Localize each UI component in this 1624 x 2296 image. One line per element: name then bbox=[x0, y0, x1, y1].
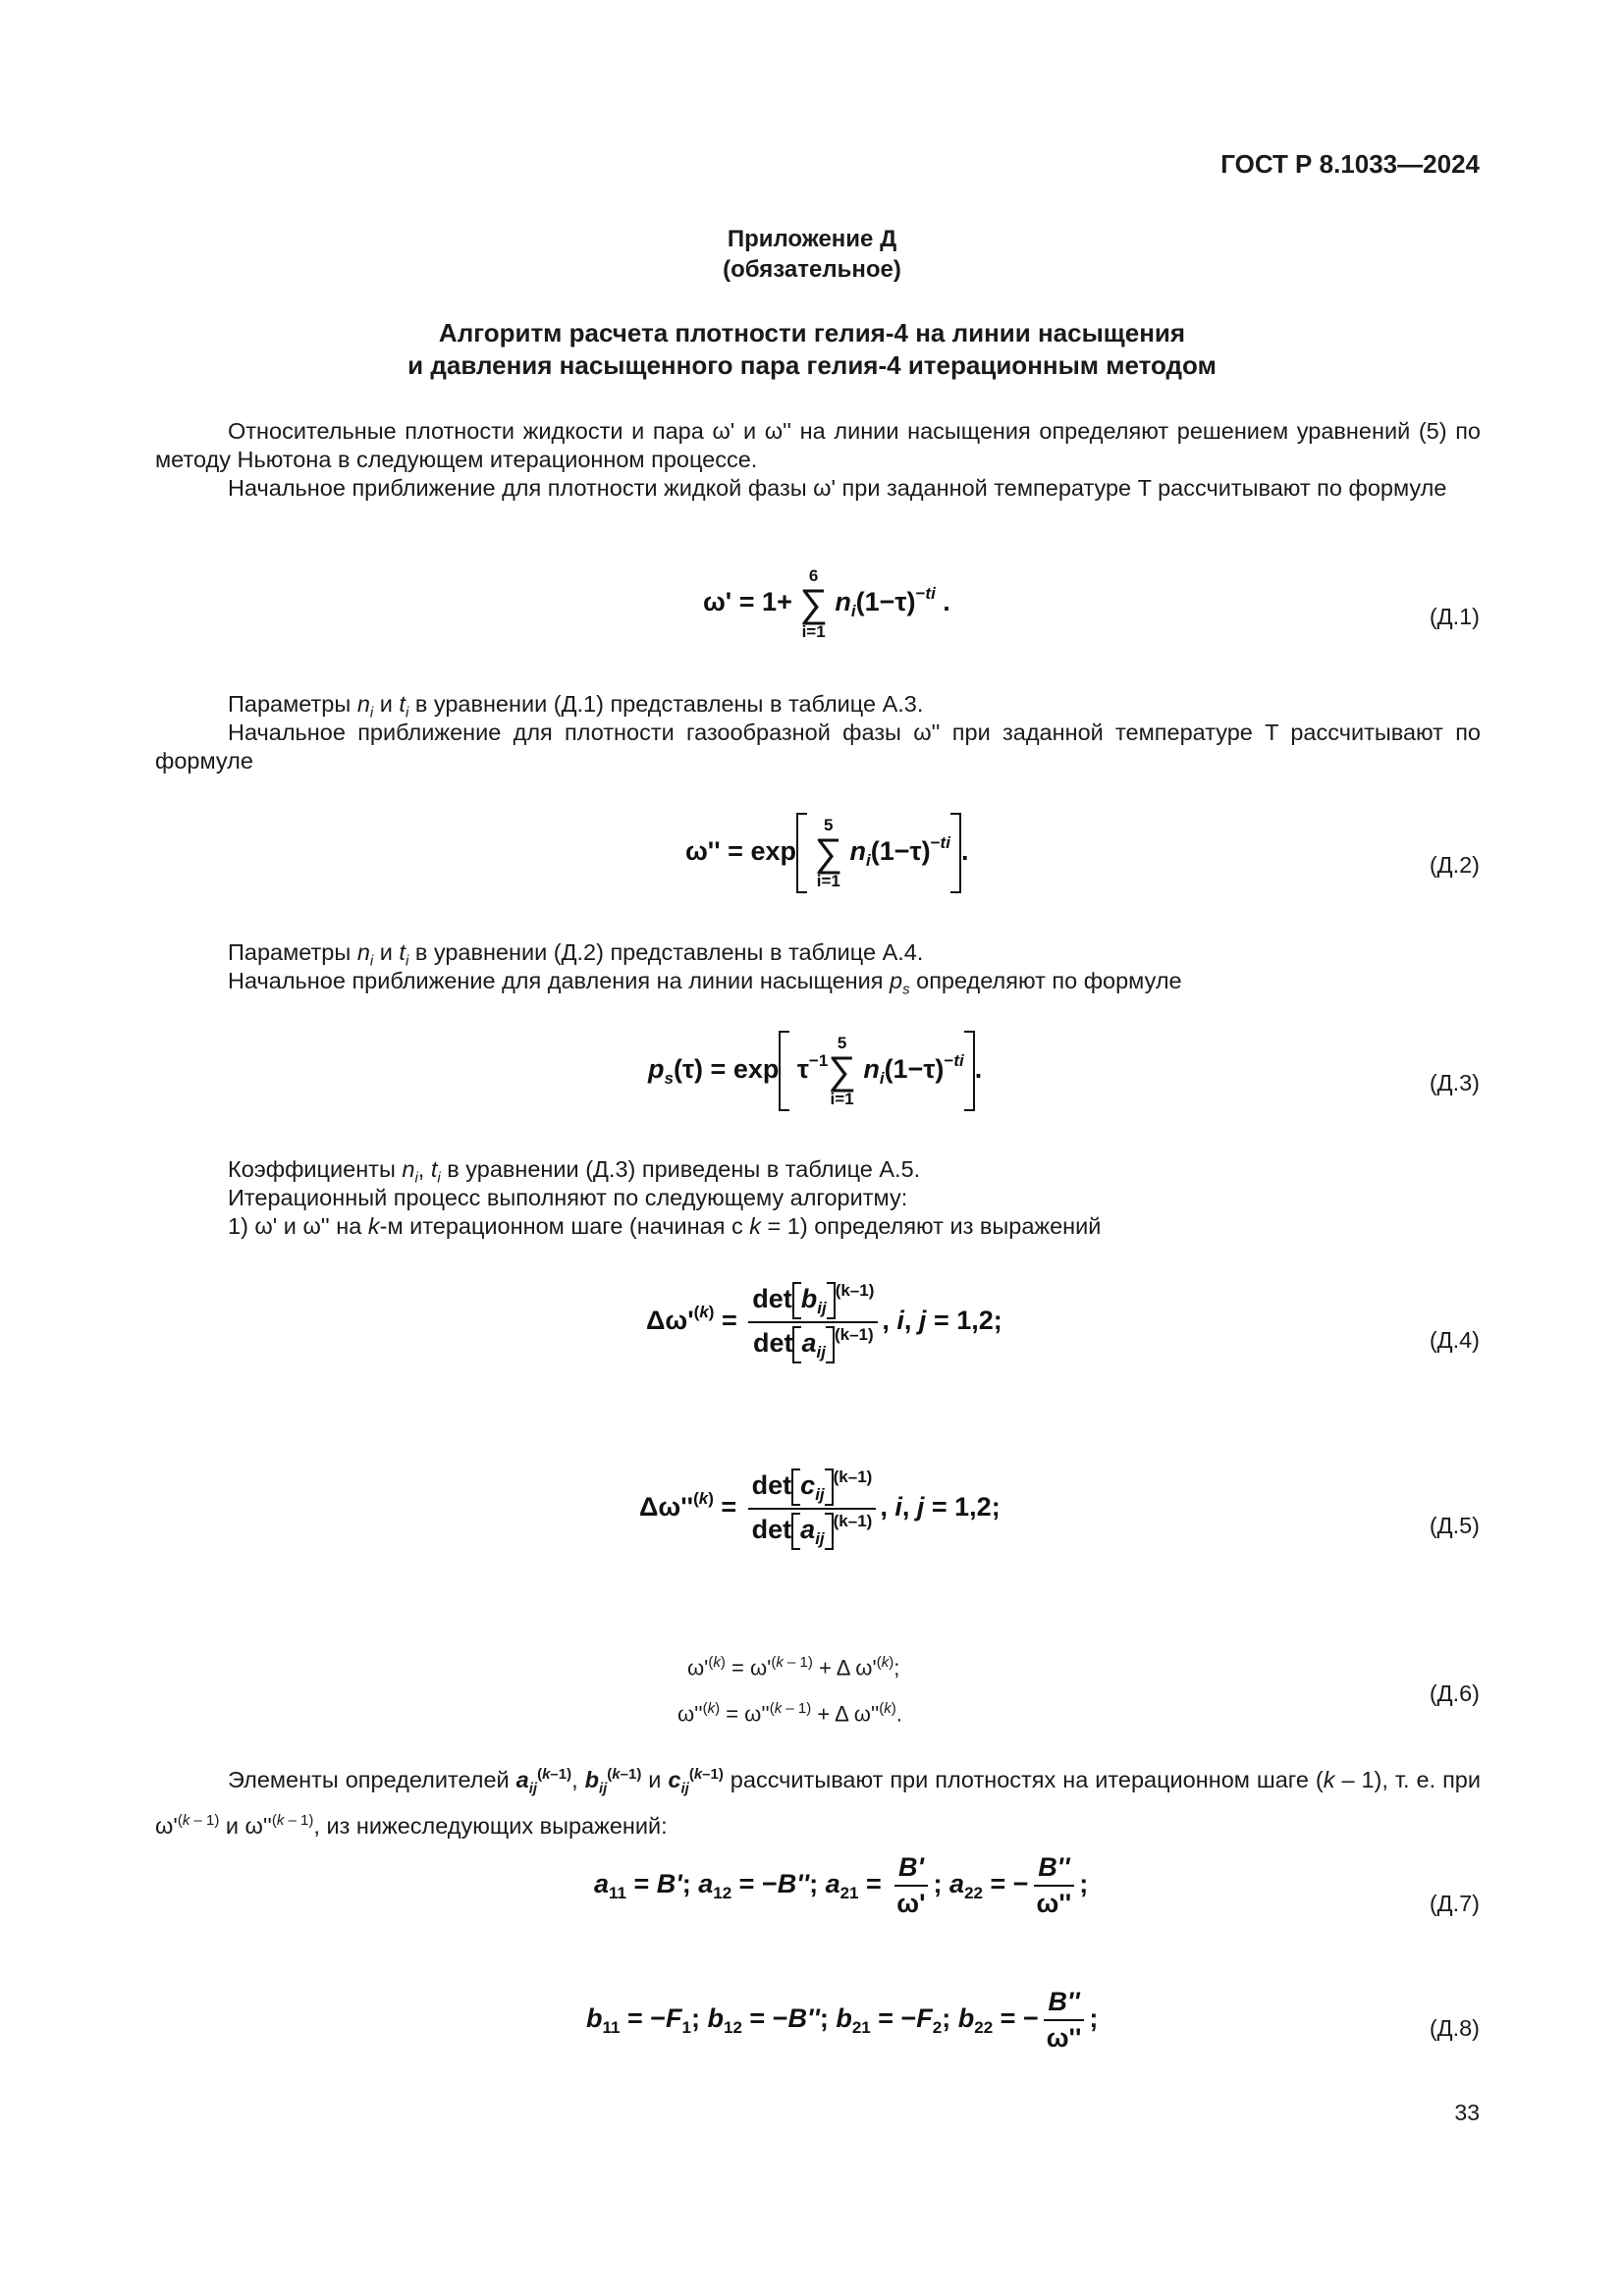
fraction bbox=[748, 1281, 878, 1363]
paragraph-initial-liquid bbox=[155, 474, 1481, 503]
formula-d3: $p_s(\tau) = \exp \tau^{-1}$ 5 ∑ i=1 $n_i(1-\tau)^{-ti}$ . bbox=[648, 1031, 982, 1111]
summation: 6 ∑ i=1 bbox=[799, 566, 828, 641]
formula-d6 bbox=[677, 1642, 902, 1735]
formula-d2: ω'' = exp 5 ∑ i=1 $n_i(1-\tau)^{-ti}$ . bbox=[685, 813, 968, 893]
numerator: $\det b_{ij}^{(k-1)}$ bbox=[748, 1281, 878, 1323]
equation-number-d3: (Д.3) bbox=[1429, 1070, 1480, 1095]
formula-symbol: = bbox=[738, 587, 755, 617]
section-title bbox=[0, 317, 1624, 382]
sum-lower: i=1 bbox=[816, 872, 840, 890]
sum-upper: 6 bbox=[808, 566, 819, 585]
denominator: $\det a_{ij}^{(k-1)}$ bbox=[752, 1324, 874, 1362]
formula-symbol: exp bbox=[732, 1054, 780, 1085]
fraction: $\frac{B''}{\omega''}$ bbox=[1033, 1852, 1076, 1919]
fraction: $\frac{B''}{\omega''}$ bbox=[1043, 1987, 1086, 2054]
paragraph-initial-gas bbox=[155, 719, 1481, 775]
paragraph-iteration: Итерационный процесс выполняют по следующему алгоритму: bbox=[228, 1185, 908, 1210]
formula-symbol: ω'' bbox=[685, 836, 721, 867]
fraction bbox=[748, 1468, 877, 1550]
page-number: 33 bbox=[1454, 2100, 1480, 2125]
formula-d5: $\Delta\omega''^{(k)}$ = $\frac{\det c_{ij}^{(k-1)}}{\det a_{ij}^{(k-1)}}$ , i, j = 1,2; bbox=[639, 1468, 1001, 1548]
equation-number-d4: (Д.4) bbox=[1429, 1327, 1480, 1353]
summation: 5 ∑ i=1 bbox=[814, 816, 843, 890]
formula-d1: ω' = 1+ 6 ∑ i=1 $n_i(1-\tau)^{-ti}$ . bbox=[703, 566, 950, 641]
formula-symbol: exp bbox=[750, 836, 796, 867]
appendix-title: Приложение Д bbox=[727, 226, 897, 252]
equation-number-d5: (Д.5) bbox=[1429, 1513, 1480, 1538]
summation: 5 ∑ i=1 bbox=[828, 1034, 856, 1108]
equation-number-d6: (Д.6) bbox=[1429, 1681, 1480, 1706]
formula-d6-line1: $\omega'^{(k)} = \omega'^{(k - 1)} + \Delta$ $\omega'^{(k)}$; bbox=[687, 1654, 900, 1681]
formula-symbol: = bbox=[728, 836, 743, 867]
paragraph-text: Начальное приближение для плотности газообразной фазы ω'' при заданной температуре T рассчитывают по формуле bbox=[155, 720, 1481, 774]
paragraph-coefficients-d3: Коэффициенты $n_i$, $t_i$ в уравнении (Д.3) приведены в таблице А.5. bbox=[228, 1156, 921, 1187]
formula-d4: $\Delta\omega'^{(k)}$ = $\frac{\det b_{ij}^{(k-1)}}{\det a_{ij}^{(k-1)}}$ , i, j = 1,2; bbox=[646, 1281, 1002, 1362]
formula-symbol: ω' bbox=[703, 587, 732, 617]
paragraph-initial-pressure: Начальное приближение для давления на линии насыщения $p_s$ определяют по формуле bbox=[228, 968, 1182, 998]
formula-d6-line2: $\omega''^{(k)} = \omega''^{(k - 1)} + \Delta$ $\omega''^{(k)}$. bbox=[677, 1700, 902, 1727]
formula-symbol: = bbox=[710, 1054, 727, 1085]
paragraph-params-d2: Параметры $n_i$ и $t_i$ в уравнении (Д.2) представлены в таблице А.4. bbox=[228, 939, 924, 970]
sum-lower: i=1 bbox=[801, 622, 826, 641]
section-title-line2: и давления насыщенного пара гелия-4 итерационным методом bbox=[407, 350, 1217, 380]
equation-number-d8: (Д.8) bbox=[1429, 2015, 1480, 2041]
formula-d7: $a_{11} = B'$; $a_{12} = -B''$; $a_{21}$ = $\frac{B'}{\omega'}$ ; $a_{22}$ = − $\frac{B''}{\omega''}$ ; bbox=[594, 1852, 1089, 1918]
equation-number-d7: (Д.7) bbox=[1429, 1891, 1480, 1916]
paragraph-text: Относительные плотности жидкости и пара ω' и ω'' на линии насыщения определяют решением уравнений (5) по методу Ньютона в следующем итерационном процессе. bbox=[155, 418, 1481, 472]
paragraph-text: Начальное приближение для плотности жидкой фазы ω' при заданной температуре T рассчитывают по формуле bbox=[228, 475, 1447, 501]
fraction: $\frac{B'}{\omega'}$ bbox=[893, 1852, 929, 1919]
paragraph-determinant-elements: Элементы определителей $a_{ij}^{(k-1)}$, $b_{ij}^{(k-1)}$ и $c_{ij}^{(k-1)}$ рассчитывают при плотностях на итерационном шаге (k – 1), т. е. при $\omega'^{(k - 1)}$ и $\omega''^{(k - 1)}$, из нижеследующих выражений: bbox=[155, 1766, 1482, 1839]
formula-symbol: 1+ bbox=[762, 587, 792, 617]
sum-upper: 5 bbox=[824, 816, 834, 834]
standard-number: ГОСТ Р 8.1033—2024 bbox=[1220, 149, 1480, 179]
appendix-heading bbox=[0, 224, 1624, 285]
equation-number-d1: (Д.1) bbox=[1429, 604, 1480, 629]
appendix-status: (обязательное) bbox=[723, 256, 901, 283]
paragraph-intro bbox=[155, 417, 1481, 474]
numerator: $\det c_{ij}^{(k-1)}$ bbox=[748, 1468, 877, 1510]
denominator: $\det a_{ij}^{(k-1)}$ bbox=[751, 1511, 873, 1548]
sum-upper: 5 bbox=[837, 1034, 847, 1052]
formula-d8: $b_{11} = -F_1$; $b_{12} = -B''$; $b_{21} = -F_2$; $b_{22}$ = − $\frac{B''}{\omega''}$ ; bbox=[586, 1987, 1099, 2053]
paragraph-step-1: 1) ω' и ω'' на k-м итерационном шаге (начиная с k = 1) определяют из выражений bbox=[228, 1213, 1102, 1239]
equation-number-d2: (Д.2) bbox=[1429, 852, 1480, 878]
paragraph-params-d1: Параметры $n_i$ и $t_i$ в уравнении (Д.1) представлены в таблице А.3. bbox=[228, 691, 924, 721]
section-title-line1: Алгоритм расчета плотности гелия-4 на линии насыщения bbox=[438, 318, 1186, 347]
sum-lower: i=1 bbox=[830, 1090, 854, 1108]
